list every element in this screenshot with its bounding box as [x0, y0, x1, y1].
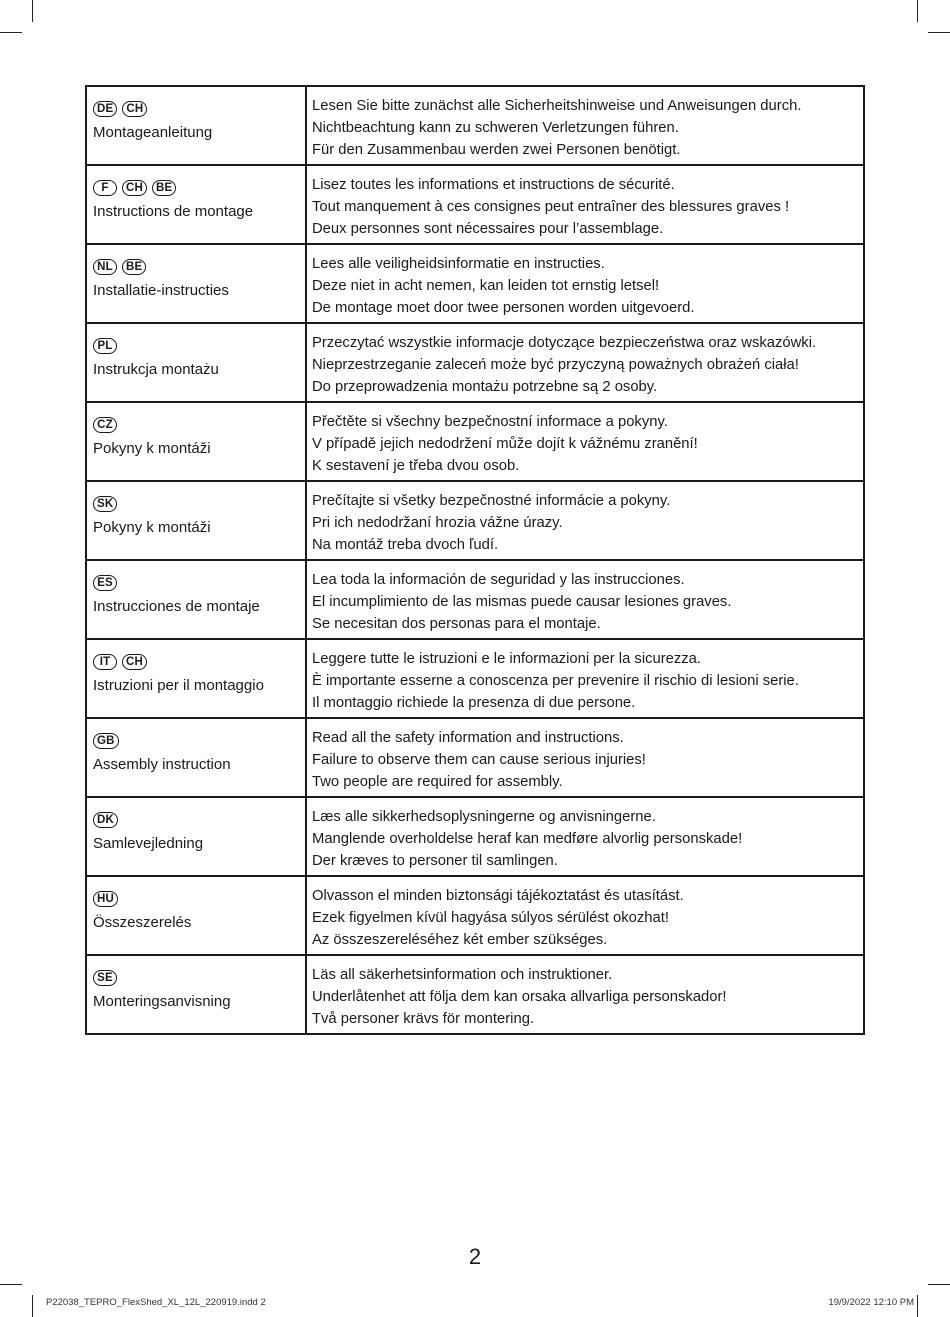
country-code-badge: CZ: [93, 417, 117, 433]
instruction-line: Nieprzestrzeganie zaleceń może być przyczyną poważnych obrażeń ciała!: [312, 357, 799, 373]
instruction-line: Se necesitan dos personas para el montaje.: [312, 616, 601, 632]
page-number: 2: [468, 1244, 482, 1269]
country-code-badge: HU: [93, 891, 118, 907]
instruction-line: Failure to observe them can cause serious injuries!: [312, 752, 646, 768]
language-title: Instrucciones de montaje: [93, 598, 260, 615]
country-codes: [93, 101, 305, 119]
language-cell: [86, 955, 306, 1034]
instruction-cell: [306, 86, 864, 165]
file-slug: P22038_TEPRO_FlexShed_XL_12L_220919.indd 2: [46, 1297, 266, 1308]
instruction-line: K sestavení je třeba dvou osob.: [312, 458, 520, 474]
crop-mark: [0, 32, 22, 33]
country-codes: [93, 338, 305, 356]
language-title: Samlevejledning: [93, 835, 204, 852]
instruction-line: Přečtěte si všechny bezpečnostní informace a pokyny.: [312, 414, 668, 430]
instruction-line: Deze niet in acht nemen, kan leiden tot ernstig letsel!: [312, 278, 660, 294]
language-cell: [86, 639, 306, 718]
instruction-line: Olvasson el minden biztonsági tájékoztatást és utasítást.: [312, 888, 684, 904]
crop-mark: [917, 0, 918, 22]
country-codes: [93, 417, 305, 435]
language-title: Összeszerelés: [93, 914, 192, 931]
country-code-badge: BE: [152, 180, 176, 196]
instruction-line: Deux personnes sont nécessaires pour l’assemblage.: [312, 221, 664, 237]
language-row: [86, 165, 864, 244]
instruction-cell: [306, 639, 864, 718]
country-code-badge: BE: [122, 259, 146, 275]
timestamp-slug: 19/9/2022 12:10 PM: [828, 1297, 914, 1308]
instruction-cell: [306, 481, 864, 560]
language-title: Montageanleitung: [93, 124, 213, 141]
language-title: Instrukcja montażu: [93, 361, 219, 378]
country-codes: [93, 812, 305, 830]
language-cell: [86, 86, 306, 165]
language-row: [86, 797, 864, 876]
instruction-line: Il montaggio richiede la presenza di due persone.: [312, 695, 636, 711]
crop-mark: [928, 32, 950, 33]
language-cell: [86, 165, 306, 244]
language-title: Assembly instruction: [93, 756, 231, 773]
language-cell: [86, 402, 306, 481]
instruction-line: Lisez toutes les informations et instructions de sécurité.: [312, 177, 675, 193]
language-row: [86, 876, 864, 955]
instruction-line: Lea toda la información de seguridad y las instrucciones.: [312, 572, 685, 588]
language-row: [86, 402, 864, 481]
instruction-line: Read all the safety information and instructions.: [312, 730, 624, 746]
country-codes: [93, 180, 305, 198]
language-title: Monteringsanvisning: [93, 993, 231, 1010]
instruction-line: Läs all säkerhetsinformation och instruktioner.: [312, 967, 613, 983]
country-code-badge: SK: [93, 496, 117, 512]
country-code-badge: SE: [93, 970, 117, 986]
instruction-line: Nichtbeachtung kann zu schweren Verletzungen führen.: [312, 120, 679, 136]
language-row: [86, 244, 864, 323]
instruction-line: Læs alle sikkerhedsoplysningerne og anvisningerne.: [312, 809, 656, 825]
country-code-badge: IT: [93, 654, 117, 670]
crop-mark: [928, 1284, 950, 1285]
country-codes: [93, 654, 305, 672]
instruction-line: Do przeprowadzenia montażu potrzebne są 2 osoby.: [312, 379, 658, 395]
language-row: [86, 481, 864, 560]
language-title: Instructions de montage: [93, 203, 254, 220]
language-row: [86, 955, 864, 1034]
language-row: [86, 560, 864, 639]
instruction-line: Två personer krävs för montering.: [312, 1011, 535, 1027]
instruction-cell: [306, 955, 864, 1034]
instruction-line: V případě jejich nedodržení může dojít k vážnému zranění!: [312, 436, 698, 452]
language-cell: [86, 560, 306, 639]
instruction-cell: [306, 876, 864, 955]
instruction-line: Az összeszereléséhez két ember szükséges.: [312, 932, 608, 948]
language-title: Pokyny k montáži: [93, 440, 211, 457]
crop-mark: [32, 0, 33, 22]
country-code-badge: CH: [122, 654, 147, 670]
instruction-line: Tout manquement à ces consignes peut entraîner des blessures graves !: [312, 199, 790, 215]
instruction-cell: [306, 402, 864, 481]
language-title: Istruzioni per il montaggio: [93, 677, 264, 694]
instruction-line: Lees alle veiligheidsinformatie en instructies.: [312, 256, 605, 272]
country-code-badge: F: [93, 180, 117, 196]
country-codes: [93, 970, 305, 988]
country-code-badge: DE: [93, 101, 117, 117]
instruction-line: È importante esserne a conoscenza per prevenire il rischio di lesioni serie.: [312, 673, 799, 689]
instruction-line: Für den Zusammenbau werden zwei Personen benötigt.: [312, 142, 681, 158]
instruction-line: El incumplimiento de las mismas puede causar lesiones graves.: [312, 594, 732, 610]
language-cell: [86, 876, 306, 955]
instruction-line: Two people are required for assembly.: [312, 774, 563, 790]
instruction-line: Prečítajte si všetky bezpečnostné informácie a pokyny.: [312, 493, 671, 509]
instruction-line: Pri ich nedodržaní hrozia vážne úrazy.: [312, 515, 563, 531]
instruction-line: Przeczytać wszystkie informacje dotyczące bezpieczeństwa oraz wskazówki.: [312, 335, 817, 351]
instruction-cell: [306, 165, 864, 244]
language-title: Pokyny k montáži: [93, 519, 211, 536]
country-code-badge: GB: [93, 733, 119, 749]
country-codes: [93, 496, 305, 514]
country-code-badge: PL: [93, 338, 117, 354]
instruction-cell: [306, 560, 864, 639]
language-cell: [86, 797, 306, 876]
instruction-line: Underlåtenhet att följa dem kan orsaka allvarliga personskador!: [312, 989, 727, 1005]
instruction-line: Ezek figyelmen kívül hagyása súlyos sérülést okozhat!: [312, 910, 669, 926]
instructions-table: [85, 85, 865, 1035]
country-codes: [93, 733, 305, 751]
country-codes: [93, 891, 305, 909]
language-cell: [86, 718, 306, 797]
instruction-line: Manglende overholdelse heraf kan medføre alvorlig personskade!: [312, 831, 743, 847]
language-row: [86, 86, 864, 165]
country-codes: [93, 575, 305, 593]
country-code-badge: NL: [93, 259, 117, 275]
country-code-badge: ES: [93, 575, 117, 591]
language-row: [86, 639, 864, 718]
country-code-badge: CH: [122, 101, 147, 117]
country-code-badge: DK: [93, 812, 118, 828]
instruction-line: Der kræves to personer til samlingen.: [312, 853, 558, 869]
crop-mark: [32, 1295, 33, 1317]
language-title: Installatie-instructies: [93, 282, 229, 299]
language-row: [86, 718, 864, 797]
instruction-cell: [306, 718, 864, 797]
instruction-cell: [306, 797, 864, 876]
instruction-line: Leggere tutte le istruzioni e le informazioni per la sicurezza.: [312, 651, 702, 667]
language-cell: [86, 323, 306, 402]
country-codes: [93, 259, 305, 277]
instruction-cell: [306, 244, 864, 323]
instruction-line: De montage moet door twee personen worden uitgevoerd.: [312, 300, 695, 316]
country-code-badge: CH: [122, 180, 147, 196]
crop-mark: [917, 1295, 918, 1317]
instruction-cell: [306, 323, 864, 402]
language-row: [86, 323, 864, 402]
language-cell: [86, 244, 306, 323]
instruction-line: Lesen Sie bitte zunächst alle Sicherheitshinweise und Anweisungen durch.: [312, 98, 802, 114]
language-cell: [86, 481, 306, 560]
crop-mark: [0, 1284, 22, 1285]
instruction-line: Na montáž treba dvoch ľudí.: [312, 537, 499, 553]
